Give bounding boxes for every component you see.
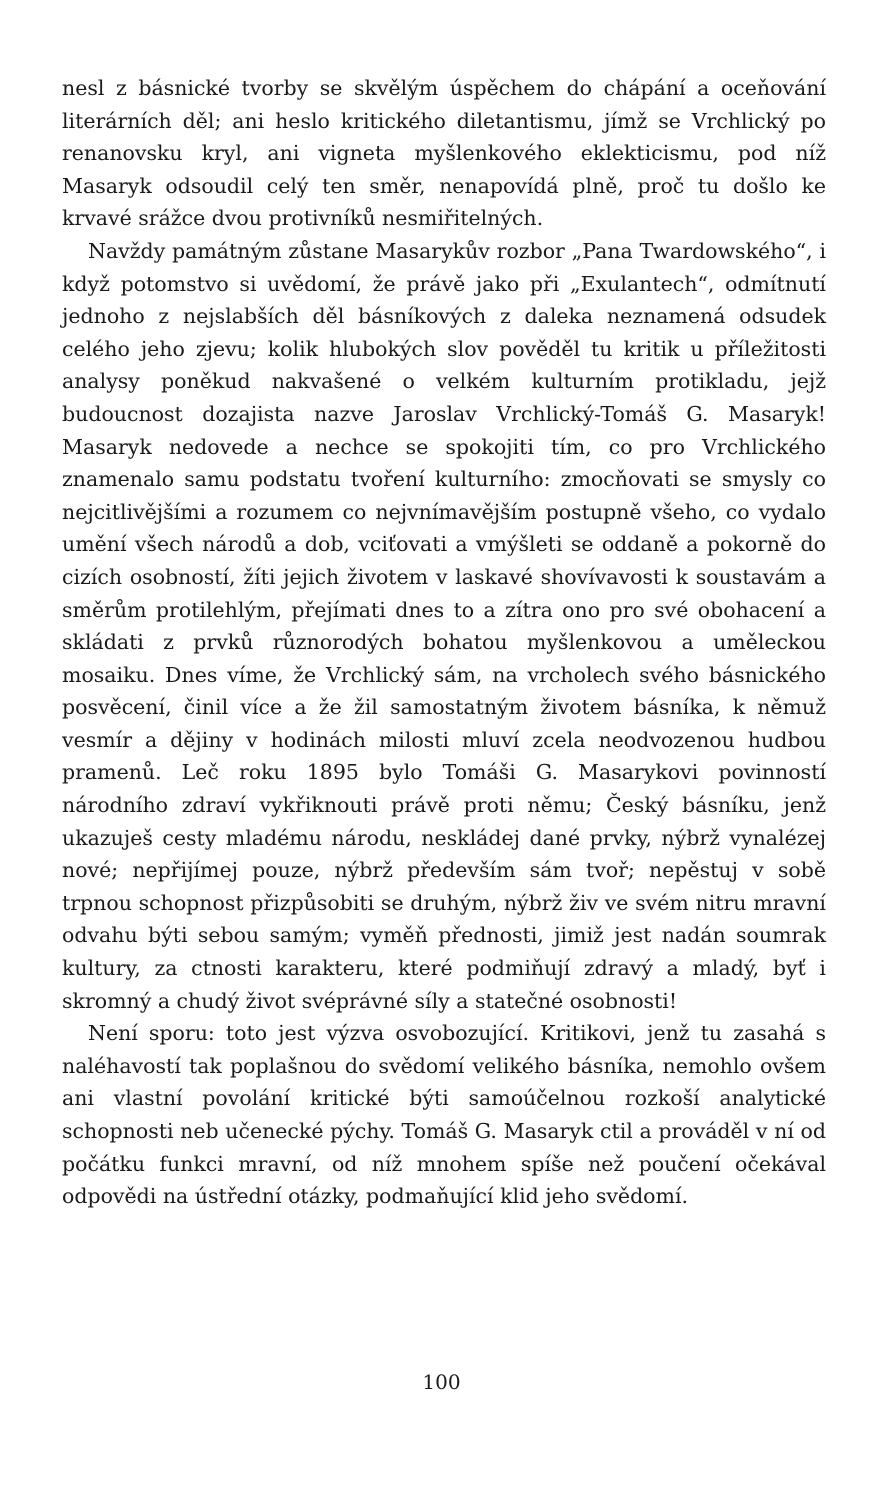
page-text-block	[62, 72, 826, 1213]
paragraph-2: Navždy památným zůstane Masarykův rozbor „Pana Twardowského“, i když potomstvo si uvědomí, že právě jako při „Exulantech“, odmítnutí jednoho z nejslabších děl básníkových z daleka neznamená odsudek celého jeho zjevu; kolik hlubokých slov pověděl tu kritik u příležitosti analysy poněkud nakvašené o velkém kulturním protikladu, jejž budoucnost dozajista nazve Jaroslav Vrchlický-Tomáš G. Masaryk! Masaryk nedovede a nechce se spokojiti tím, co pro Vrchlického znamenalo samu podstatu tvoření kulturního: zmocňovati se smysly co nejcitlivějšími a rozumem co nejvnímavějším postupně všeho, co vydalo umění všech národů a dob, vciťovati a vmýšleti se oddaně a pokorně do cizích osobností, žíti jejich životem v laskavé shovívavosti k soustavám a směrům protilehlým, přejímati dnes to a zítra ono pro své obohacení a skládati z prvků různorodých bohatou myšlenkovou a uměleckou mosaiku. Dnes víme, že Vrchlický sám, na vrcholech svého básnického posvěcení, činil více a že žil samostatným životem básníka, k němuž vesmír a dějiny v hodinách milosti mluví zcela neodvozenou hudbou pramenů. Leč roku 1895 bylo Tomáši G. Masarykovi povinností národního zdraví vykřiknouti právě proti němu; Český básníku, jenž ukazuješ cesty mladému národu, neskládej dané prvky, nýbrž vynalézej nové; nepřijímej pouze, nýbrž především sám tvoř; nepěstuj v sobě trpnou schopnost přizpůsobiti se druhým, nýbrž živ ve svém nitru mravní odvahu býti sebou samým; vyměň přednosti, jimiž jest nadán soumrak kultury, za ctnosti karakteru, které podmiňují zdravý a mladý, byť i skromný a chudý život svéprávné síly a statečné osobnosti!	[62, 238, 826, 1013]
paragraph-3: Není sporu: toto jest výzva osvobozující. Kritikovi, jenž tu zasahá s naléhavostí tak poplašnou do svědomí velikého básníka, nemohlo ovšem ani vlastní povolání kritické býti samoúčelnou rozkoší analytické schopnosti neb učenecké pýchy. Tomáš G. Masaryk ctil a prováděl v ní od počátku funkci mravní, od níž mnohem spíše než poučení očekával odpovědi na ústřední otázky, podmaňující klid jeho svědomí.	[62, 1021, 826, 1209]
page-number: 100	[422, 1370, 461, 1394]
paragraph-1: nesl z básnické tvorby se skvělým úspěchem do chápání a oceňování literárních děl; ani heslo kritického diletantismu, jímž se Vrchlický po renanovsku kryl, ani vigneta myšlenkového eklekticismu, pod níž Masaryk odsoudil celý ten směr, nenapovídá plně, proč tu došlo ke krvavé srážce dvou protivníků nesmiřitelných.	[62, 76, 826, 231]
